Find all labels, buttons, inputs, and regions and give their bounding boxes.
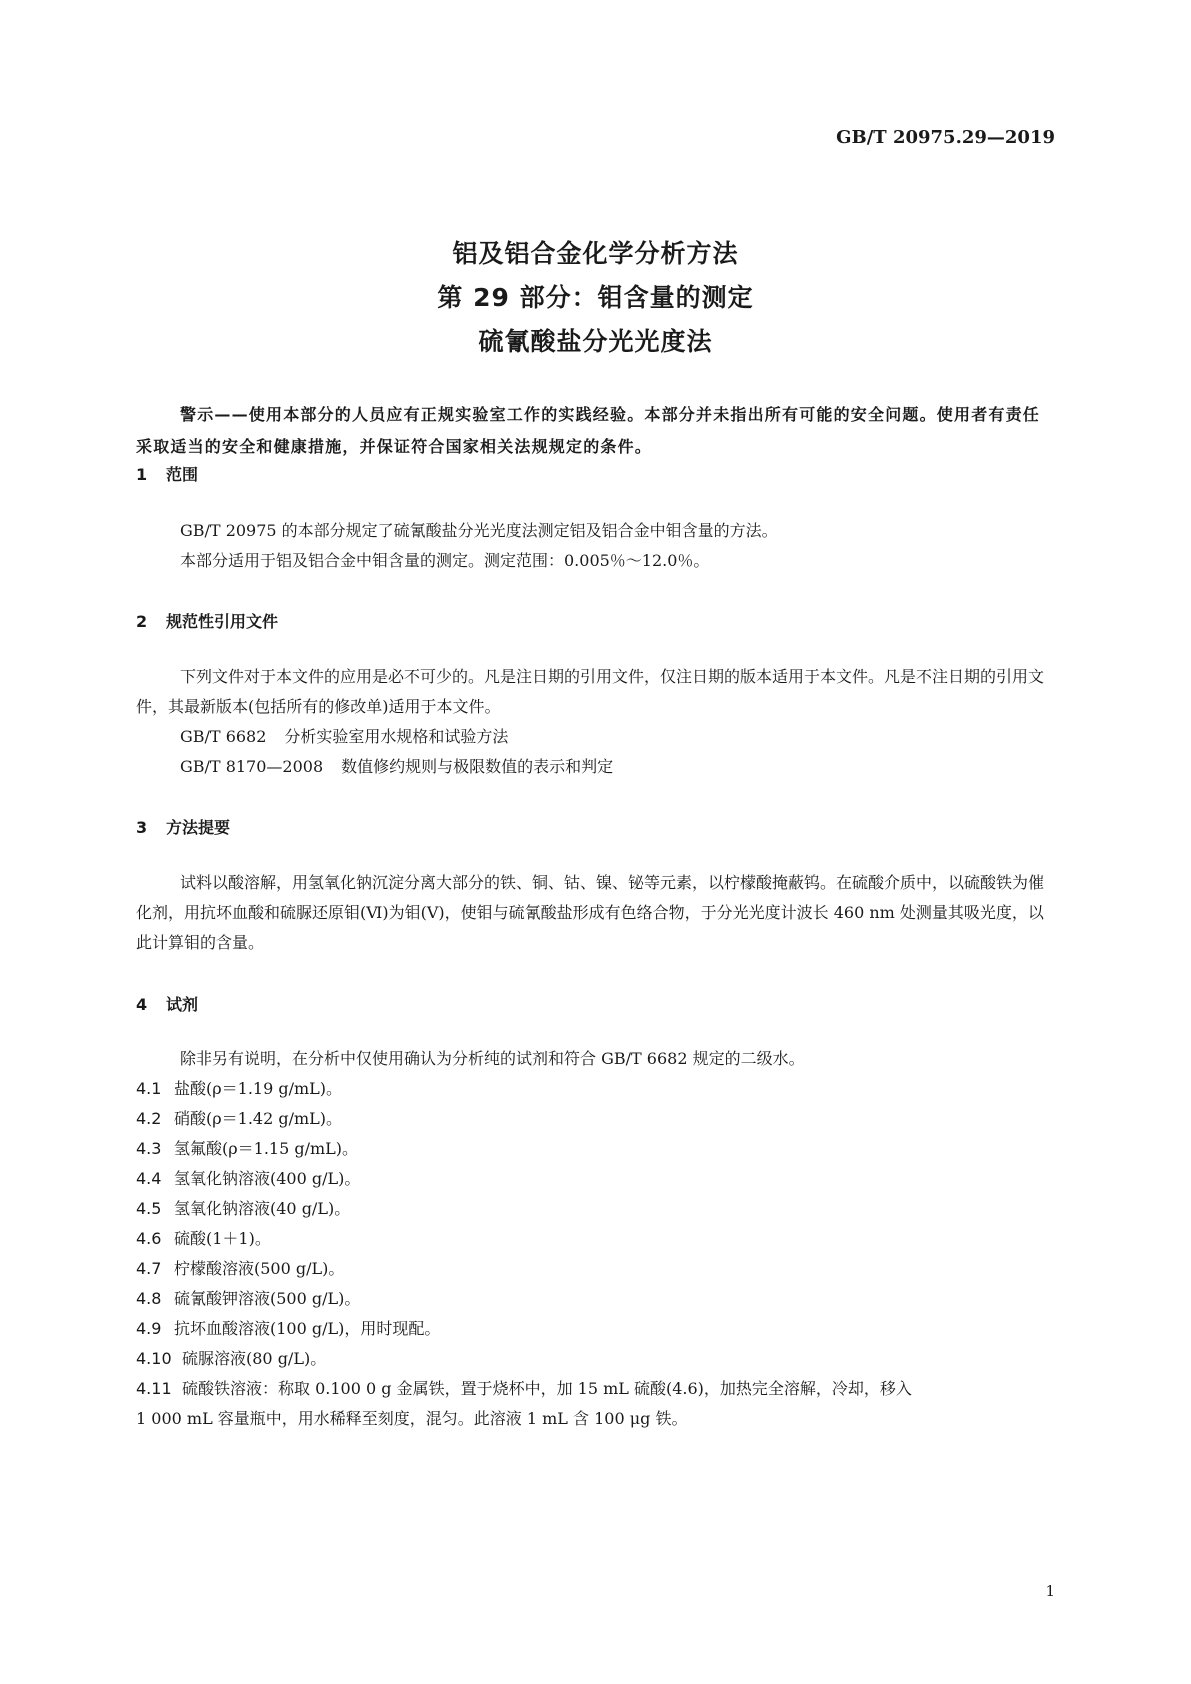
paragraph: 除非另有说明，在分析中仅使用确认为分析纯的试剂和符合 GB/T 6682 规定的二级水。 [180, 1049, 805, 1068]
section-title: 范围 [166, 465, 199, 484]
list-item [136, 1314, 1056, 1344]
item-text: 硫脲溶液(80 g/L)。 [182, 1349, 327, 1368]
item-number: 4.9 [136, 1319, 162, 1338]
section-title: 方法提要 [166, 818, 231, 837]
list-item [136, 1374, 1056, 1404]
item-text: 氢氧化钠溶液(40 g/L)。 [174, 1199, 351, 1218]
section-3-heading [136, 815, 230, 838]
list-item [136, 1224, 1056, 1254]
paragraph: GB/T 20975 的本部分规定了硫氰酸盐分光光度法测定铝及铝合金中钼含量的方法。 [180, 521, 778, 540]
item-number: 4.1 [136, 1079, 162, 1098]
page-number: 1 [1045, 1582, 1055, 1600]
section-title: 试剂 [166, 995, 199, 1014]
reference-title: 分析实验室用水规格和试验方法 [284, 727, 509, 746]
list-item [136, 1194, 1056, 1224]
list-item [136, 1074, 1056, 1104]
item-text: 盐酸(ρ＝1.19 g/mL)。 [174, 1079, 343, 1098]
paragraph: 下列文件对于本文件的应用是必不可少的。凡是注日期的引用文件，仅注日期的版本适用于本文件。凡是不注日期的引用文件，其最新版本(包括所有的修改单)适用于本文件。 [136, 667, 1045, 716]
item-text: 硫酸(1＋1)。 [174, 1229, 271, 1248]
paragraph: 试料以酸溶解，用氢氧化钠沉淀分离大部分的铁、铜、钴、镍、铋等元素，以柠檬酸掩蔽钨。在硫酸介质中，以硫酸铁为催化剂，用抗坏血酸和硫脲还原钼(Ⅵ)为钼(Ⅴ)，使钼与硫氰酸盐形成有色络合物，于分光光度计波长 460 nm 处测量其吸光度，以此计算钼的含量。 [136, 873, 1045, 952]
title-block [0, 232, 1191, 364]
item-text: 氢氟酸(ρ＝1.15 g/mL)。 [174, 1139, 359, 1158]
reference-code: GB/T 6682 [180, 727, 267, 746]
list-item [136, 1254, 1056, 1284]
paragraph: 本部分适用于铝及铝合金中钼含量的测定。测定范围：0.005％～12.0％。 [180, 551, 710, 570]
list-item [136, 1134, 1056, 1164]
list-item [136, 1284, 1056, 1314]
reference-item [136, 752, 1056, 782]
section-2-body [136, 662, 1056, 782]
warning-paragraph: 警示——使用本部分的人员应有正规实验室工作的实践经验。本部分并未指出所有可能的安全问题。使用者有责任采取适当的安全和健康措施，并保证符合国家相关法规规定的条件。 [136, 405, 1041, 456]
list-item [136, 1344, 1056, 1374]
item-number: 4.7 [136, 1259, 162, 1278]
item-number: 4.4 [136, 1169, 162, 1188]
section-4-heading [136, 992, 198, 1015]
section-title: 规范性引用文件 [166, 612, 279, 631]
item-text: 抗坏血酸溶液(100 g/L)，用时现配。 [174, 1319, 441, 1338]
section-4-intro [136, 1044, 1056, 1074]
section-2-heading [136, 609, 278, 632]
item-number: 4.3 [136, 1139, 162, 1158]
section-1-heading [136, 462, 198, 485]
item-number: 4.11 [136, 1379, 172, 1398]
item-number: 4.2 [136, 1109, 162, 1128]
section-3-body [136, 868, 1056, 958]
item-text: 硫氰酸钾溶液(500 g/L)。 [174, 1289, 361, 1308]
list-item-continuation: 1 000 mL 容量瓶中，用水稀释至刻度，混匀。此溶液 1 mL 含 100 μg 铁。 [136, 1409, 688, 1428]
title-line-3: 硫氰酸盐分光光度法 [478, 327, 713, 356]
list-item [136, 1104, 1056, 1134]
section-number: 2 [136, 612, 148, 631]
item-number: 4.10 [136, 1349, 172, 1368]
item-number: 4.6 [136, 1229, 162, 1248]
reference-item [136, 722, 1056, 752]
item-text: 硝酸(ρ＝1.42 g/mL)。 [174, 1109, 343, 1128]
reference-title: 数值修约规则与极限数值的表示和判定 [341, 757, 614, 776]
item-text: 柠檬酸溶液(500 g/L)。 [174, 1259, 345, 1278]
title-line-1: 铝及铝合金化学分析方法 [452, 239, 739, 268]
item-number: 4.5 [136, 1199, 162, 1218]
list-item [136, 1164, 1056, 1194]
item-number: 4.8 [136, 1289, 162, 1308]
standard-code: GB/T 20975.29—2019 [836, 127, 1055, 148]
section-number: 4 [136, 995, 148, 1014]
item-text: 硫酸铁溶液：称取 0.100 0 g 金属铁，置于烧杯中，加 15 mL 硫酸(4.6)，加热完全溶解，冷却，移入 [182, 1379, 912, 1398]
title-line-2: 第 29 部分：钼含量的测定 [437, 283, 754, 312]
reagent-list [136, 1074, 1056, 1434]
reference-code: GB/T 8170—2008 [180, 757, 324, 776]
section-number: 1 [136, 465, 148, 484]
section-number: 3 [136, 818, 148, 837]
section-1-body [136, 516, 1056, 576]
item-text: 氢氧化钠溶液(400 g/L)。 [174, 1169, 361, 1188]
